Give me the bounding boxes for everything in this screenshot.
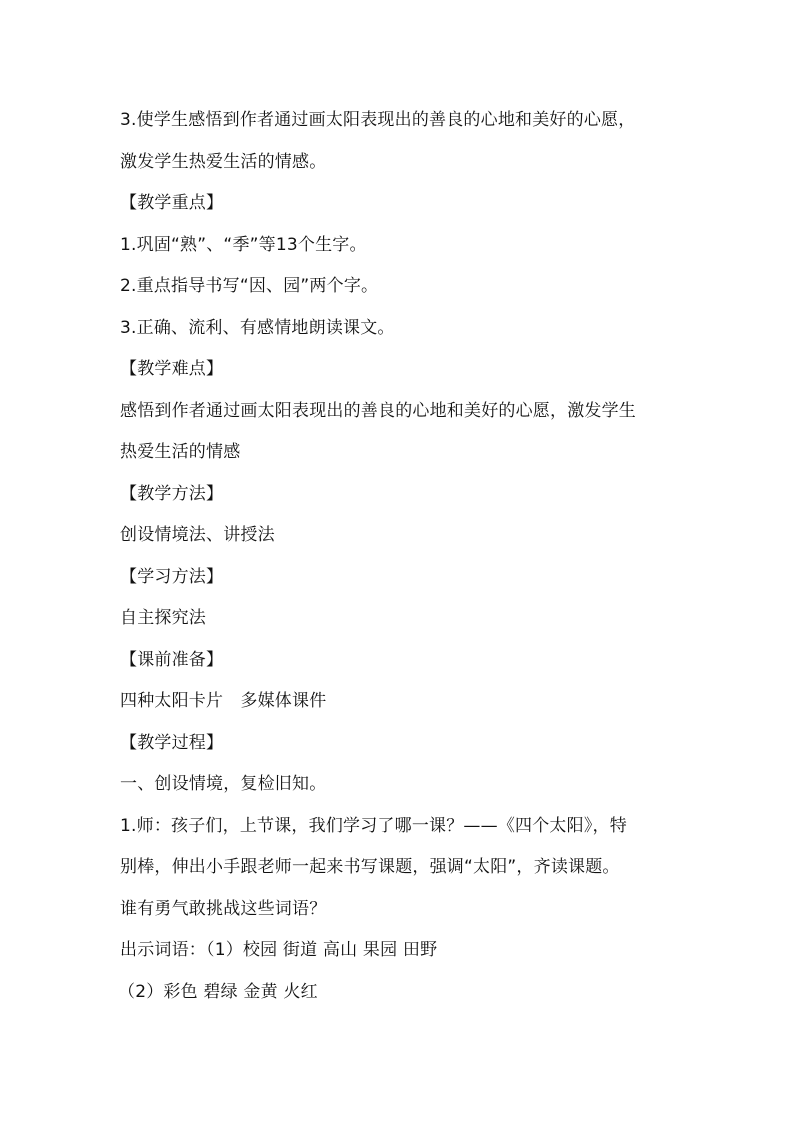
- key-point-1: 1.巩固“熟”、“季”等13个生字。: [120, 234, 367, 255]
- section-heading-teaching-process: 【教学过程】: [120, 732, 224, 753]
- difficulty-line-1: 感悟到作者通过画太阳表现出的善良的心地和美好的心愿，激发学生: [120, 400, 636, 421]
- preparation-text: 四种太阳卡片 多媒体课件: [120, 691, 327, 711]
- section-heading-teaching-methods: 【教学方法】: [120, 483, 224, 504]
- section-heading-key-points: 【教学重点】: [120, 193, 224, 213]
- key-point-3: 3.正确、流利、有感情地朗读课文。: [120, 317, 395, 338]
- vocabulary-line-1: 出示词语：（1）校园 街道 高山 果园 田野: [120, 940, 438, 960]
- section-heading-difficulties: 【教学难点】: [120, 359, 224, 379]
- key-point-2: 2.重点指导书写“因、园”两个字。: [120, 276, 379, 296]
- vocabulary-line-2: （2）彩色 碧绿 金黄 火红: [118, 981, 318, 1002]
- objective-3-line-1: 3.使学生感悟到作者通过画太阳表现出的善良的心地和美好的心愿，: [120, 110, 636, 130]
- section-heading-learning-methods: 【学习方法】: [120, 566, 224, 587]
- process-paragraph-line-3: 谁有勇气敢挑战这些词语？: [120, 898, 327, 919]
- process-paragraph-line-1: 1.师：孩子们，上节课，我们学习了哪一课？——《四个太阳》，特: [120, 815, 627, 836]
- difficulty-line-2: 热爱生活的情感: [120, 442, 241, 462]
- learning-methods-text: 自主探究法: [120, 608, 206, 628]
- section-heading-preparation: 【课前准备】: [120, 649, 224, 670]
- objective-3-line-2: 激发学生热爱生活的情感。: [120, 151, 327, 172]
- process-paragraph-line-2: 别棒，伸出小手跟老师一起来书写课题，强调“太阳”，齐读课题。: [120, 857, 620, 877]
- document-body: [120, 100, 680, 1013]
- teaching-methods-text: 创设情境法、讲授法: [120, 525, 275, 545]
- process-step-1-heading: 一、创设情境，复检旧知。: [120, 774, 327, 794]
